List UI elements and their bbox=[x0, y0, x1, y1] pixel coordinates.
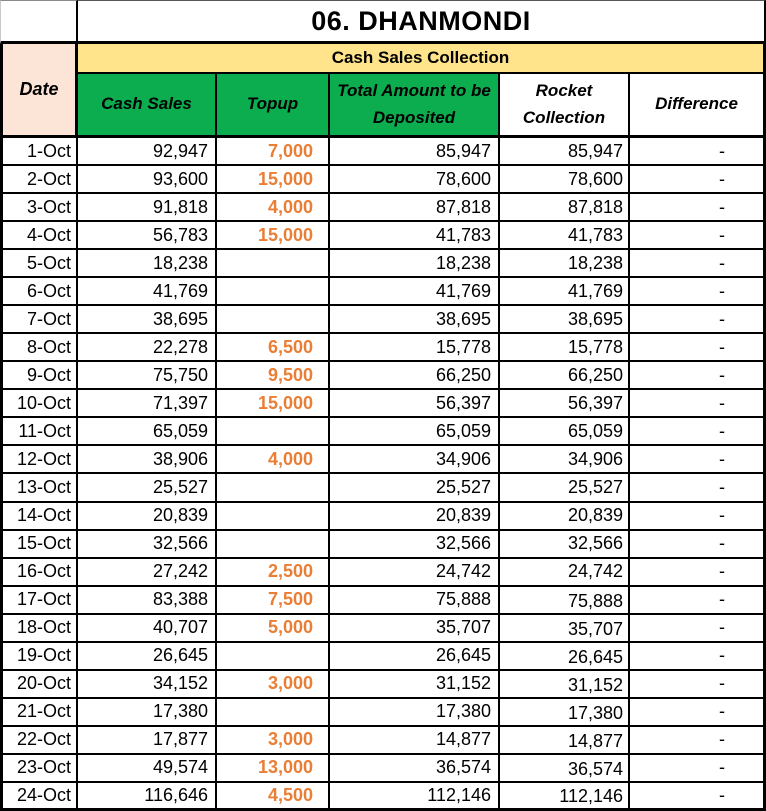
column-header-total-amount[interactable]: Total Amount to be Deposited bbox=[330, 74, 500, 138]
cell-total-amount[interactable]: 75,888 bbox=[330, 587, 500, 615]
cell-total-amount[interactable]: 34,906 bbox=[330, 446, 500, 474]
cell-difference[interactable]: - bbox=[630, 699, 766, 727]
cell-difference[interactable]: - bbox=[630, 418, 766, 446]
cell-date[interactable]: 4-Oct bbox=[0, 222, 78, 250]
cell-date[interactable]: 7-Oct bbox=[0, 306, 78, 334]
cell-difference[interactable]: - bbox=[630, 474, 766, 502]
cell-cash-sales[interactable]: 116,646 bbox=[78, 783, 217, 811]
cell-cash-sales[interactable]: 75,750 bbox=[78, 362, 217, 390]
cell-total-amount[interactable]: 66,250 bbox=[330, 362, 500, 390]
cell-cash-sales[interactable]: 38,906 bbox=[78, 446, 217, 474]
cell-topup[interactable]: 7,500 bbox=[217, 587, 330, 615]
cell-date[interactable]: 19-Oct bbox=[0, 643, 78, 671]
cell-total-amount[interactable]: 17,380 bbox=[330, 699, 500, 727]
cell-cash-sales[interactable]: 26,645 bbox=[78, 643, 217, 671]
cell-rocket-collection[interactable]: 38,695 bbox=[500, 306, 630, 334]
cell-cash-sales[interactable]: 32,566 bbox=[78, 531, 217, 559]
cell-cash-sales[interactable]: 17,380 bbox=[78, 699, 217, 727]
cell-total-amount[interactable]: 26,645 bbox=[330, 643, 500, 671]
cell-topup[interactable] bbox=[217, 250, 330, 278]
cell-total-amount[interactable]: 78,600 bbox=[330, 166, 500, 194]
cell-date[interactable]: 16-Oct bbox=[0, 559, 78, 587]
cell-topup[interactable]: 15,000 bbox=[217, 222, 330, 250]
cell-difference[interactable]: - bbox=[630, 615, 766, 643]
cell-date[interactable]: 1-Oct bbox=[0, 138, 78, 166]
cell-total-amount[interactable]: 41,769 bbox=[330, 278, 500, 306]
column-header-difference[interactable]: Difference bbox=[630, 74, 766, 138]
cell-topup[interactable]: 4,000 bbox=[217, 194, 330, 222]
cell-difference[interactable]: - bbox=[630, 643, 766, 671]
cell-cash-sales[interactable]: 22,278 bbox=[78, 334, 217, 362]
cell-cash-sales[interactable]: 92,947 bbox=[78, 138, 217, 166]
cell-cash-sales[interactable]: 25,527 bbox=[78, 474, 217, 502]
cell-rocket-collection[interactable]: 34,906 bbox=[500, 446, 630, 474]
cell-cash-sales[interactable]: 49,574 bbox=[78, 755, 217, 783]
cell-cash-sales[interactable]: 56,783 bbox=[78, 222, 217, 250]
cell-date[interactable]: 21-Oct bbox=[0, 699, 78, 727]
cell-topup[interactable]: 2,500 bbox=[217, 559, 330, 587]
cell-topup[interactable]: 9,500 bbox=[217, 362, 330, 390]
cell-topup[interactable] bbox=[217, 699, 330, 727]
cell-total-amount[interactable]: 56,397 bbox=[330, 390, 500, 418]
empty-corner-cell[interactable] bbox=[0, 0, 78, 44]
cell-difference[interactable]: - bbox=[630, 166, 766, 194]
cell-rocket-collection[interactable]: 85,947 bbox=[500, 138, 630, 166]
cell-cash-sales[interactable]: 93,600 bbox=[78, 166, 217, 194]
cell-date[interactable]: 22-Oct bbox=[0, 727, 78, 755]
cell-cash-sales[interactable]: 83,388 bbox=[78, 587, 217, 615]
cell-difference[interactable]: - bbox=[630, 783, 766, 811]
cell-difference[interactable]: - bbox=[630, 306, 766, 334]
cell-total-amount[interactable]: 36,574 bbox=[330, 755, 500, 783]
cell-rocket-collection[interactable]: 35,707 bbox=[500, 615, 630, 643]
cell-topup[interactable]: 3,000 bbox=[217, 727, 330, 755]
cell-topup[interactable]: 5,000 bbox=[217, 615, 330, 643]
cell-rocket-collection[interactable]: 36,574 bbox=[500, 755, 630, 783]
cell-total-amount[interactable]: 35,707 bbox=[330, 615, 500, 643]
cell-difference[interactable]: - bbox=[630, 531, 766, 559]
cell-date[interactable]: 23-Oct bbox=[0, 755, 78, 783]
cell-date[interactable]: 24-Oct bbox=[0, 783, 78, 811]
cell-topup[interactable]: 7,000 bbox=[217, 138, 330, 166]
cell-topup[interactable]: 15,000 bbox=[217, 390, 330, 418]
cell-date[interactable]: 14-Oct bbox=[0, 503, 78, 531]
cell-rocket-collection[interactable]: 25,527 bbox=[500, 474, 630, 502]
cell-topup[interactable]: 6,500 bbox=[217, 334, 330, 362]
cell-difference[interactable]: - bbox=[630, 390, 766, 418]
cell-cash-sales[interactable]: 41,769 bbox=[78, 278, 217, 306]
cell-topup[interactable] bbox=[217, 278, 330, 306]
cell-total-amount[interactable]: 15,778 bbox=[330, 334, 500, 362]
column-header-rocket-collection[interactable]: Rocket Collection bbox=[500, 74, 630, 138]
cell-rocket-collection[interactable]: 41,769 bbox=[500, 278, 630, 306]
cell-rocket-collection[interactable]: 26,645 bbox=[500, 643, 630, 671]
cell-total-amount[interactable]: 14,877 bbox=[330, 727, 500, 755]
cell-difference[interactable]: - bbox=[630, 194, 766, 222]
cell-rocket-collection[interactable]: 66,250 bbox=[500, 362, 630, 390]
cell-total-amount[interactable]: 20,839 bbox=[330, 503, 500, 531]
cell-rocket-collection[interactable]: 31,152 bbox=[500, 671, 630, 699]
cell-total-amount[interactable]: 18,238 bbox=[330, 250, 500, 278]
cell-topup[interactable] bbox=[217, 503, 330, 531]
cell-cash-sales[interactable]: 38,695 bbox=[78, 306, 217, 334]
cell-difference[interactable]: - bbox=[630, 587, 766, 615]
cell-topup[interactable] bbox=[217, 531, 330, 559]
cell-topup[interactable]: 13,000 bbox=[217, 755, 330, 783]
cell-difference[interactable]: - bbox=[630, 250, 766, 278]
cell-date[interactable]: 9-Oct bbox=[0, 362, 78, 390]
cell-rocket-collection[interactable]: 78,600 bbox=[500, 166, 630, 194]
cell-rocket-collection[interactable]: 32,566 bbox=[500, 531, 630, 559]
cell-total-amount[interactable]: 31,152 bbox=[330, 671, 500, 699]
cell-rocket-collection[interactable]: 15,778 bbox=[500, 334, 630, 362]
cell-topup[interactable] bbox=[217, 474, 330, 502]
cell-cash-sales[interactable]: 20,839 bbox=[78, 503, 217, 531]
cell-difference[interactable]: - bbox=[630, 503, 766, 531]
column-header-date[interactable]: Date bbox=[0, 44, 78, 138]
cell-topup[interactable]: 15,000 bbox=[217, 166, 330, 194]
cell-total-amount[interactable]: 24,742 bbox=[330, 559, 500, 587]
cell-rocket-collection[interactable]: 20,839 bbox=[500, 503, 630, 531]
cell-rocket-collection[interactable]: 112,146 bbox=[500, 783, 630, 811]
cell-difference[interactable]: - bbox=[630, 559, 766, 587]
cell-difference[interactable]: - bbox=[630, 278, 766, 306]
cell-topup[interactable]: 4,500 bbox=[217, 783, 330, 811]
cell-date[interactable]: 12-Oct bbox=[0, 446, 78, 474]
cell-date[interactable]: 6-Oct bbox=[0, 278, 78, 306]
cell-date[interactable]: 11-Oct bbox=[0, 418, 78, 446]
cell-difference[interactable]: - bbox=[630, 362, 766, 390]
cell-date[interactable]: 2-Oct bbox=[0, 166, 78, 194]
cell-topup[interactable]: 3,000 bbox=[217, 671, 330, 699]
column-header-topup[interactable]: Topup bbox=[217, 74, 330, 138]
cell-date[interactable]: 13-Oct bbox=[0, 474, 78, 502]
cell-total-amount[interactable]: 25,527 bbox=[330, 474, 500, 502]
cell-total-amount[interactable]: 38,695 bbox=[330, 306, 500, 334]
cell-rocket-collection[interactable]: 14,877 bbox=[500, 727, 630, 755]
cell-difference[interactable]: - bbox=[630, 755, 766, 783]
cell-rocket-collection[interactable]: 24,742 bbox=[500, 559, 630, 587]
cell-date[interactable]: 15-Oct bbox=[0, 531, 78, 559]
cell-cash-sales[interactable]: 65,059 bbox=[78, 418, 217, 446]
cell-total-amount[interactable]: 112,146 bbox=[330, 783, 500, 811]
cell-difference[interactable]: - bbox=[630, 138, 766, 166]
cell-difference[interactable]: - bbox=[630, 446, 766, 474]
cell-total-amount[interactable]: 41,783 bbox=[330, 222, 500, 250]
sheet-title[interactable]: 06. DHANMONDI bbox=[78, 0, 766, 44]
cell-topup[interactable]: 4,000 bbox=[217, 446, 330, 474]
cell-cash-sales[interactable]: 27,242 bbox=[78, 559, 217, 587]
cell-cash-sales[interactable]: 34,152 bbox=[78, 671, 217, 699]
cell-date[interactable]: 18-Oct bbox=[0, 615, 78, 643]
cell-date[interactable]: 10-Oct bbox=[0, 390, 78, 418]
cell-topup[interactable] bbox=[217, 418, 330, 446]
cell-topup[interactable] bbox=[217, 306, 330, 334]
cell-total-amount[interactable]: 87,818 bbox=[330, 194, 500, 222]
cell-total-amount[interactable]: 65,059 bbox=[330, 418, 500, 446]
cell-rocket-collection[interactable]: 41,783 bbox=[500, 222, 630, 250]
cell-total-amount[interactable]: 85,947 bbox=[330, 138, 500, 166]
cell-difference[interactable]: - bbox=[630, 727, 766, 755]
cell-cash-sales[interactable]: 40,707 bbox=[78, 615, 217, 643]
column-header-cash-sales[interactable]: Cash Sales bbox=[78, 74, 217, 138]
cell-difference[interactable]: - bbox=[630, 671, 766, 699]
cell-topup[interactable] bbox=[217, 643, 330, 671]
cell-total-amount[interactable]: 32,566 bbox=[330, 531, 500, 559]
cell-cash-sales[interactable]: 17,877 bbox=[78, 727, 217, 755]
cell-cash-sales[interactable]: 91,818 bbox=[78, 194, 217, 222]
cell-rocket-collection[interactable]: 65,059 bbox=[500, 418, 630, 446]
cell-rocket-collection[interactable]: 87,818 bbox=[500, 194, 630, 222]
cell-rocket-collection[interactable]: 17,380 bbox=[500, 699, 630, 727]
cell-date[interactable]: 5-Oct bbox=[0, 250, 78, 278]
cell-date[interactable]: 3-Oct bbox=[0, 194, 78, 222]
cell-cash-sales[interactable]: 71,397 bbox=[78, 390, 217, 418]
group-header-cash-sales-collection[interactable]: Cash Sales Collection bbox=[78, 44, 766, 74]
cell-rocket-collection[interactable]: 18,238 bbox=[500, 250, 630, 278]
cell-date[interactable]: 8-Oct bbox=[0, 334, 78, 362]
cell-date[interactable]: 17-Oct bbox=[0, 587, 78, 615]
cell-date[interactable]: 20-Oct bbox=[0, 671, 78, 699]
cell-rocket-collection[interactable]: 75,888 bbox=[500, 587, 630, 615]
cell-cash-sales[interactable]: 18,238 bbox=[78, 250, 217, 278]
cell-difference[interactable]: - bbox=[630, 222, 766, 250]
cell-rocket-collection[interactable]: 56,397 bbox=[500, 390, 630, 418]
cell-difference[interactable]: - bbox=[630, 334, 766, 362]
